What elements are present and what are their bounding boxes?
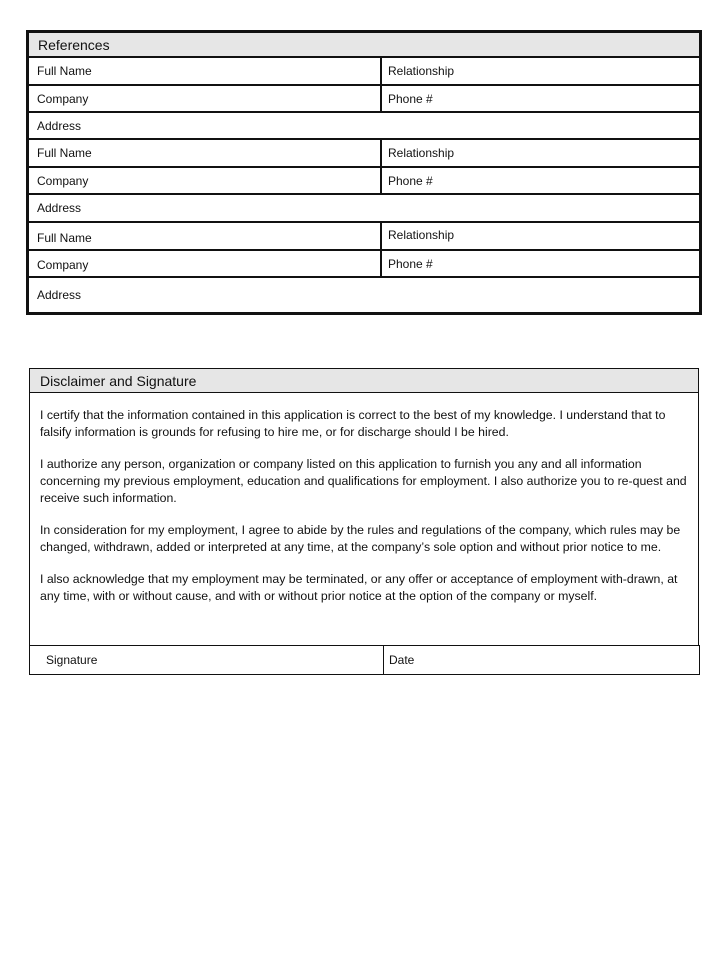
references-header: References — [29, 33, 699, 58]
reference-2-company-row — [29, 168, 699, 195]
relationship-label: Relationship — [388, 146, 455, 160]
address-label: Address — [37, 118, 82, 133]
reference-1-relationship-field[interactable] — [382, 58, 699, 84]
reference-2-relationship-field[interactable] — [382, 140, 699, 166]
signature-row — [29, 645, 700, 675]
disclaimer-paragraph: I also acknowledge that my employment may be terminated, or any offer or acceptance of employment with-drawn, at any time, with or without cause, and with or without prior notice at the option of the company or myself. — [40, 572, 678, 603]
reference-3-full-name-field[interactable] — [29, 223, 382, 249]
reference-3-name-row — [29, 223, 699, 251]
reference-1-phone-field[interactable] — [382, 86, 699, 111]
reference-1-name-row — [29, 58, 699, 86]
disclaimer-paragraph: In consideration for my employment, I agree to abide by the rules and regulations of the company, which rules may be changed, withdrawn, added or interpreted at any time, at the company’s sole option and without prior notice to me. — [40, 523, 681, 554]
disclaimer-header: Disclaimer and Signature — [30, 369, 698, 393]
address-label: Address — [37, 201, 82, 215]
references-section — [26, 30, 702, 315]
signature-label: Signature — [46, 653, 98, 667]
reference-2-address-field[interactable] — [29, 195, 699, 221]
reference-2-company-field[interactable] — [29, 168, 382, 193]
signature-field[interactable] — [30, 646, 384, 674]
full-name-label: Full Name — [37, 231, 92, 245]
phone-label: Phone # — [388, 91, 433, 106]
reference-3-relationship-field[interactable] — [382, 223, 699, 249]
reference-3-phone-field[interactable] — [382, 251, 699, 276]
reference-3-company-field[interactable] — [29, 251, 382, 276]
date-field[interactable] — [384, 646, 699, 674]
disclaimer-paragraph: I authorize any person, organization or company listed on this application to furnish you any and all information concerning my previous employment, education and qualifications for employment. I also authorize you to re-quest and receive such information. — [40, 457, 687, 505]
reference-1-company-field[interactable] — [29, 86, 382, 111]
disclaimer-paragraph: I certify that the information contained in this application is correct to the best of my knowledge. I understand that to falsify information is grounds for refusing to hire me, or for discharge should I be hired. — [40, 408, 666, 439]
reference-2-full-name-field[interactable] — [29, 140, 382, 166]
reference-2-phone-field[interactable] — [382, 168, 699, 193]
reference-2-name-row — [29, 140, 699, 168]
reference-1-address-row — [29, 113, 699, 140]
disclaimer-section — [29, 368, 699, 645]
company-label: Company — [37, 91, 89, 106]
reference-2-address-row — [29, 195, 699, 223]
reference-1-full-name-field[interactable] — [29, 58, 382, 84]
relationship-label: Relationship — [388, 228, 455, 242]
reference-1-company-row — [29, 86, 699, 113]
address-label: Address — [37, 288, 82, 302]
disclaimer-text — [40, 407, 688, 620]
company-label: Company — [37, 173, 89, 188]
full-name-label: Full Name — [37, 146, 92, 160]
reference-3-address-field[interactable] — [29, 278, 699, 312]
full-name-label: Full Name — [37, 64, 92, 78]
reference-3-address-row — [29, 278, 699, 312]
phone-label: Phone # — [388, 256, 433, 271]
phone-label: Phone # — [388, 173, 433, 188]
date-label: Date — [389, 653, 415, 667]
company-label: Company — [37, 258, 89, 272]
relationship-label: Relationship — [388, 64, 455, 78]
reference-3-company-row — [29, 251, 699, 278]
reference-1-address-field[interactable] — [29, 113, 699, 138]
